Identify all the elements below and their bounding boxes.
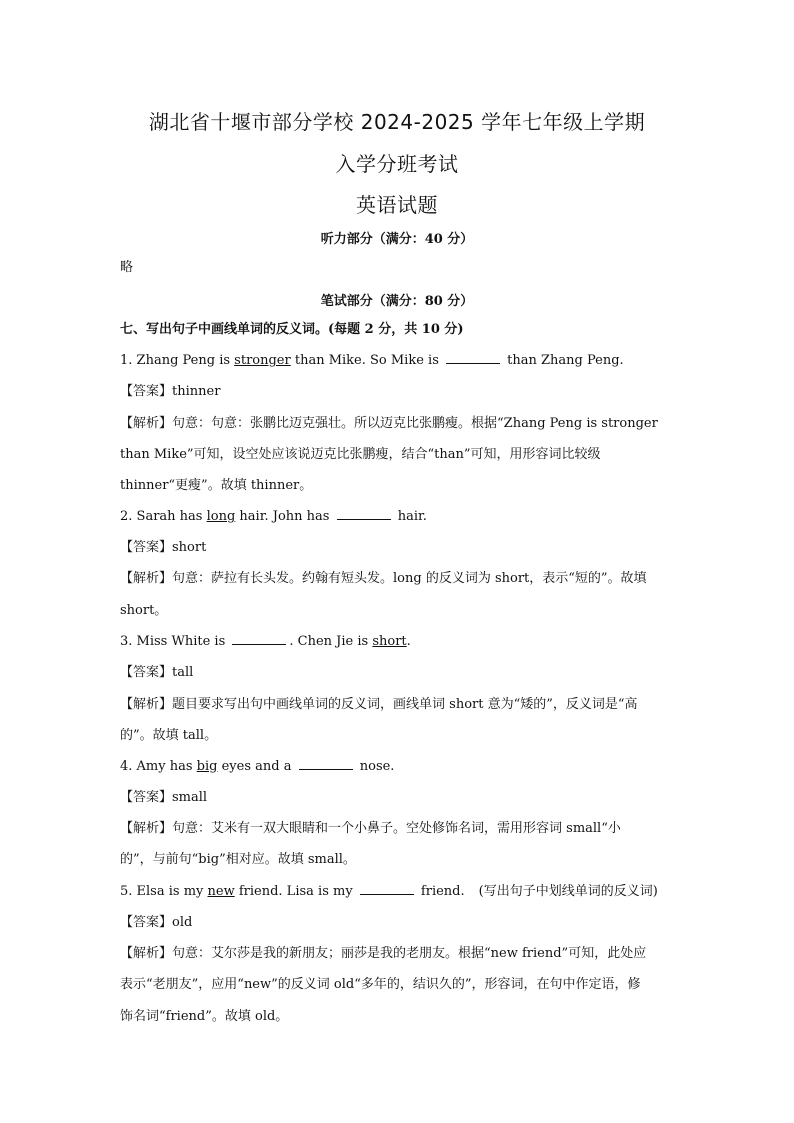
analysis-tag: 【解析】 xyxy=(120,821,173,836)
listening-note: 略 xyxy=(120,260,134,275)
q2-underlined-word: long xyxy=(206,509,236,524)
answer-value: short xyxy=(172,540,207,555)
q3-blank xyxy=(232,633,286,645)
answer-value: old xyxy=(172,915,193,930)
q1-text-post: than Zhang Peng. xyxy=(503,353,624,368)
q4-blank xyxy=(299,758,353,770)
question-4 xyxy=(120,758,680,776)
q2-answer xyxy=(120,539,680,557)
q2-analysis-line1 xyxy=(120,570,680,588)
q5-answer xyxy=(120,914,680,932)
q3-analysis-line1 xyxy=(120,696,680,714)
q5-analysis-line2: 表示“老朋友”，应用“new”的反义词 old“多年的，结识久的”，形容词，在句中作定语，修 xyxy=(120,977,641,992)
q5-text-post: friend. xyxy=(416,884,465,899)
q1-analysis-line1 xyxy=(120,415,680,433)
q3-answer xyxy=(120,664,680,682)
answer-tag: 【答案】 xyxy=(120,665,173,680)
analysis-tag: 【解析】 xyxy=(120,416,173,431)
q5-analysis-line1 xyxy=(120,945,680,963)
q1-underlined-word: stronger xyxy=(234,353,291,368)
q4-text-pre: 4. Amy has xyxy=(120,759,197,774)
q5-analysis-line3: 饰名词“friend”。故填 old。 xyxy=(120,1009,289,1024)
q2-text-post: hair. xyxy=(393,509,427,524)
exam-title-line3: 英语试题 xyxy=(356,193,438,217)
question-1 xyxy=(120,352,680,370)
q3-analysis-line2: 的”。故填 tall。 xyxy=(120,728,218,743)
analysis-tag: 【解析】 xyxy=(120,946,173,961)
q2-blank xyxy=(337,508,391,520)
answer-tag: 【答案】 xyxy=(120,540,173,555)
q4-answer xyxy=(120,789,680,807)
q2-text-pre: 2. Sarah has xyxy=(120,509,207,524)
q3-text-pre: 3. Miss White is xyxy=(120,634,230,649)
q2-analysis-line2: short。 xyxy=(120,603,168,618)
q5-text-pre: 5. Elsa is my xyxy=(120,884,208,899)
writing-heading: 笔试部分（满分：80 分） xyxy=(320,294,474,309)
analysis-text: 句意：萨拉有长头发。约翰有短头发。long 的反义词为 short，表示“短的”。故填 xyxy=(172,571,647,586)
analysis-text: 题目要求写出句中画线单词的反义词，画线单词 short 意为“矮的”，反义词是“高 xyxy=(172,697,638,712)
analysis-text: 句意：艾米有一双大眼睛和一个小鼻子。空处修饰名词，需用形容词 small“小 xyxy=(172,821,621,836)
q4-text-mid: eyes and a xyxy=(217,759,296,774)
analysis-text: 句意：句意：张鹏比迈克强壮。所以迈克比张鹏瘦。根据“Zhang Peng is stronger xyxy=(172,416,658,431)
q1-text-pre: 1. Zhang Peng is xyxy=(120,353,235,368)
q5-underlined-word: new xyxy=(207,884,235,899)
question-5 xyxy=(120,883,680,901)
analysis-text: 句意：艾尔莎是我的新朋友；丽莎是我的老朋友。根据“new friend”可知，此处应 xyxy=(172,946,647,961)
q3-underlined-word: short xyxy=(372,634,407,649)
q1-analysis-line2: than Mike”可知，设空处应该说迈克比张鹏瘦，结合“than”可知，用形容词比较级 xyxy=(120,447,601,462)
q3-text-post: . xyxy=(406,634,411,649)
q1-analysis-line3: thinner“更瘦”。故填 thinner。 xyxy=(120,478,313,493)
q5-text-mid: friend. Lisa is my xyxy=(234,884,357,899)
answer-tag: 【答案】 xyxy=(120,790,173,805)
answer-value: thinner xyxy=(172,384,221,399)
q5-note: (写出句子中划线单词的反义词) xyxy=(478,884,658,899)
q4-analysis-line2: 的”，与前句“big”相对应。故填 small。 xyxy=(120,852,356,867)
question-3 xyxy=(120,633,680,651)
q4-underlined-word: big xyxy=(196,759,218,774)
q4-analysis-line1 xyxy=(120,820,680,838)
exam-title-line1: 湖北省十堰市部分学校 2024-2025 学年七年级上学期 xyxy=(148,110,646,134)
analysis-tag: 【解析】 xyxy=(120,571,173,586)
q1-text-mid: than Mike. So Mike is xyxy=(290,353,444,368)
q5-blank xyxy=(360,883,414,895)
answer-value: tall xyxy=(172,665,194,680)
answer-value: small xyxy=(172,790,208,805)
q3-text-mid: . Chen Jie is xyxy=(289,634,373,649)
q1-answer xyxy=(120,383,680,401)
answer-tag: 【答案】 xyxy=(120,915,173,930)
exam-title-line2: 入学分班考试 xyxy=(335,152,459,176)
section7-instruction: 七、写出句子中画线单词的反义词。(每题 2 分，共 10 分) xyxy=(120,322,464,337)
q1-blank xyxy=(446,352,500,364)
listening-heading: 听力部分（满分：40 分） xyxy=(320,232,474,247)
q2-text-mid: hair. John has xyxy=(235,509,334,524)
q4-text-post: nose. xyxy=(355,759,395,774)
question-2 xyxy=(120,508,680,526)
analysis-tag: 【解析】 xyxy=(120,697,173,712)
answer-tag: 【答案】 xyxy=(120,384,173,399)
